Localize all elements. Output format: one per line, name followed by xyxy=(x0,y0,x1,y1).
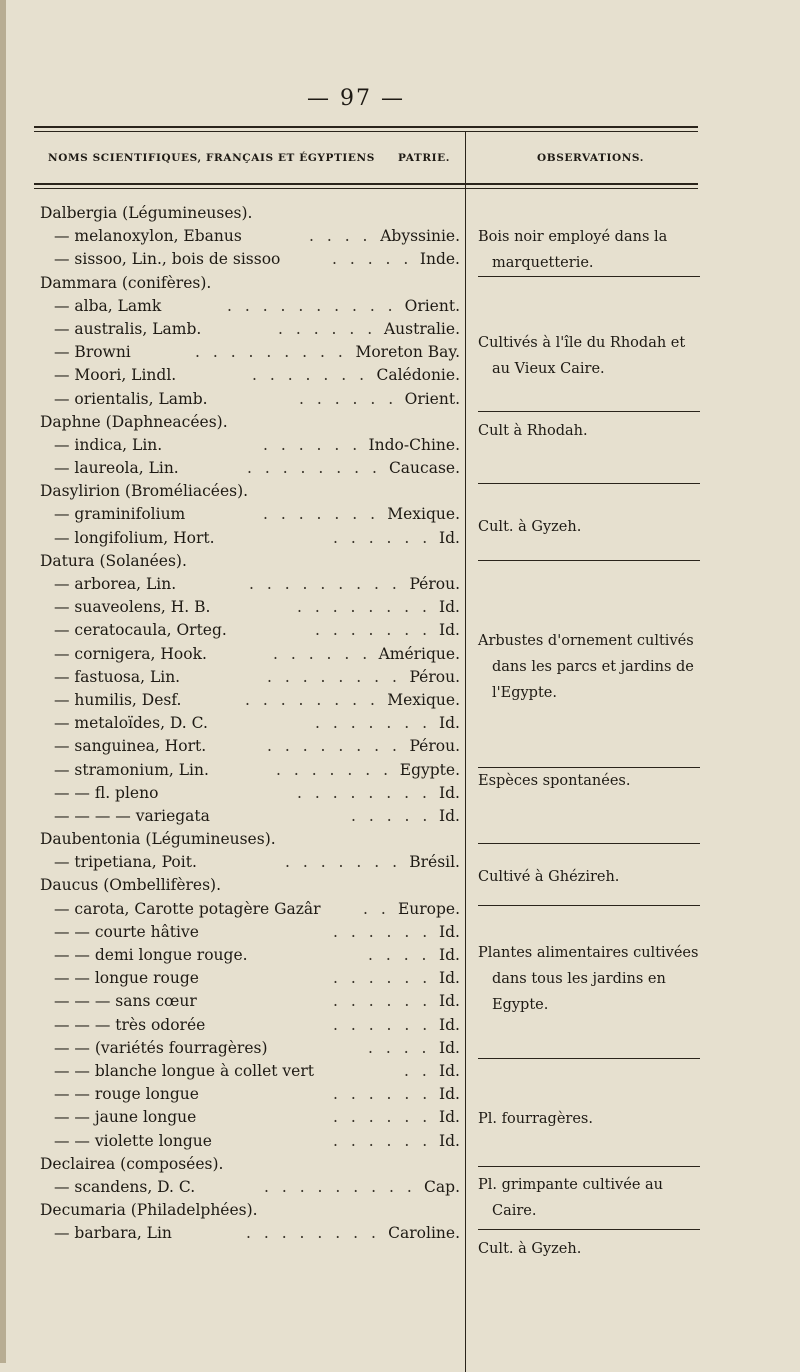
patrie-value: Id. xyxy=(439,992,460,1011)
species-name: — australis, Lamb. xyxy=(54,319,202,338)
species-row xyxy=(40,967,460,990)
species-row xyxy=(40,318,460,341)
patrie-value: Id. xyxy=(439,783,460,802)
species-row xyxy=(40,434,460,457)
column-divider xyxy=(465,132,466,1372)
species-row xyxy=(40,573,460,596)
species-row xyxy=(40,851,460,874)
genus-row xyxy=(40,550,460,573)
patrie-value: Indo-Chine. xyxy=(368,435,460,454)
species-name: — ceratocaula, Orteg. xyxy=(54,621,227,640)
observation-line: Cult à Rhodah. xyxy=(478,423,588,439)
patrie-value: Australie. xyxy=(383,319,460,338)
header-bottom-rule-thin xyxy=(34,188,698,189)
leader-dots: . . . . . . . . . xyxy=(195,343,347,362)
genus-name: Dalbergia (Légumineuses). xyxy=(40,204,253,222)
species-name: — — — — variegata xyxy=(54,806,210,825)
species-name: — laureola, Lin. xyxy=(54,459,179,478)
page-number: — 97 — xyxy=(307,86,405,111)
species-row xyxy=(40,503,460,526)
patrie-value: Caucase. xyxy=(388,459,460,478)
species-name: — fastuosa, Lin. xyxy=(54,667,181,686)
observation-line: l'Egypte. xyxy=(492,685,557,701)
leader-dots: . . . . . . xyxy=(333,1108,432,1127)
species-row xyxy=(40,782,460,805)
species-row xyxy=(40,759,460,782)
species-row xyxy=(40,712,460,735)
species-name: — — demi longue rouge. xyxy=(54,946,248,964)
header-bottom-rule xyxy=(34,183,698,185)
leader-dots: . . . . . . xyxy=(333,528,432,547)
species-name: — scandens, D. C. xyxy=(54,1177,196,1196)
observation-note xyxy=(478,330,700,382)
species-name: — graminifolium xyxy=(54,505,186,524)
leader-dots: . . . . . . . . xyxy=(267,737,401,756)
leader-dots: . . . . . . xyxy=(333,1131,432,1150)
observation-separator xyxy=(478,276,700,277)
species-row xyxy=(40,248,460,271)
patrie-value: Id. xyxy=(439,922,460,941)
patrie-value: Id. xyxy=(439,1085,460,1104)
species-row xyxy=(40,689,460,712)
species-name: — sissoo, Lin., bois de sissoo xyxy=(54,250,281,269)
patrie-value: Id. xyxy=(439,714,460,733)
genus-name: Declairea (composées). xyxy=(40,1154,224,1173)
observation-line: Espèces spontanées. xyxy=(478,773,631,789)
patrie-value: Mexique. xyxy=(387,505,460,524)
observation-separator xyxy=(478,560,700,561)
leader-dots: . . . . . . . . xyxy=(267,667,401,686)
leader-dots: . . . . . . . . xyxy=(246,1224,380,1243)
species-name: — humilis, Desf. xyxy=(54,690,182,709)
genus-row xyxy=(40,411,460,434)
species-name: — — rouge longue xyxy=(54,1085,199,1104)
species-row xyxy=(40,898,460,921)
observation-note xyxy=(478,628,700,706)
species-row xyxy=(40,666,460,689)
leader-dots: . . . . . . . xyxy=(276,760,393,779)
patrie-value: Egypte. xyxy=(399,760,460,779)
genus-row xyxy=(40,480,460,503)
observation-line: Cultivés à l'île du Rhodah et xyxy=(478,335,686,351)
observation-line: Arbustes d'ornement cultivés xyxy=(478,633,694,649)
species-name: — — violette longue xyxy=(54,1131,212,1150)
leader-dots: . . . . . . . xyxy=(315,621,432,640)
leader-dots: . . . . . . xyxy=(333,1085,432,1104)
patrie-value: Orient. xyxy=(404,389,460,408)
observation-separator xyxy=(478,411,700,412)
species-row xyxy=(40,1106,460,1129)
species-name: — barbara, Lin xyxy=(54,1224,172,1243)
leader-dots: . . . . . . xyxy=(278,319,377,338)
patrie-value: Abyssinie. xyxy=(380,227,460,246)
genus-row xyxy=(40,202,460,225)
species-name: — — jaune longue xyxy=(54,1108,197,1127)
entries-column xyxy=(40,202,460,1245)
species-row xyxy=(40,1130,460,1153)
patrie-value: Mexique. xyxy=(387,690,460,709)
observation-line: Bois noir employé dans la xyxy=(478,229,668,245)
leader-dots: . . xyxy=(363,899,390,918)
species-name: — indica, Lin. xyxy=(54,435,163,454)
species-row xyxy=(40,619,460,642)
observation-line: Pl. grimpante cultivée au xyxy=(478,1177,664,1193)
patrie-value: Orient. xyxy=(404,296,460,315)
genus-row xyxy=(40,272,460,295)
patrie-value: Id. xyxy=(439,1061,460,1080)
observation-note xyxy=(478,940,700,1018)
observation-separator xyxy=(478,1166,700,1167)
genus-row xyxy=(40,1153,460,1176)
leader-dots: . . . . . . . . xyxy=(247,459,381,478)
patrie-value: Id. xyxy=(439,946,460,964)
patrie-value: Id. xyxy=(439,598,460,617)
species-name: — — (variétés fourragères) xyxy=(54,1038,268,1057)
species-name: — Moori, Lindl. xyxy=(54,366,177,385)
species-name: — metaloïdes, D. C. xyxy=(54,714,208,733)
patrie-value: Id. xyxy=(439,1108,460,1127)
species-row xyxy=(40,1176,460,1199)
leader-dots: . . . . . . xyxy=(273,644,372,663)
observation-line: Cult. à Gyzeh. xyxy=(478,519,582,535)
genus-row xyxy=(40,1199,460,1222)
leader-dots: . . . . . . . xyxy=(285,853,402,872)
header-top-rule-thin xyxy=(34,131,698,132)
observation-separator xyxy=(478,905,700,906)
leader-dots: . . . . . . . xyxy=(315,714,432,733)
species-row xyxy=(40,364,460,387)
observation-line: dans les parcs et jardins de xyxy=(492,659,694,675)
species-name: — arborea, Lin. xyxy=(54,575,177,593)
leader-dots: . . . . . . xyxy=(333,969,432,988)
species-row xyxy=(40,735,460,758)
patrie-value: Inde. xyxy=(419,250,460,269)
observation-separator xyxy=(478,1058,700,1059)
page-binding-edge xyxy=(0,0,6,1363)
patrie-value: Id. xyxy=(439,621,460,640)
species-row xyxy=(40,527,460,550)
observation-note xyxy=(478,514,700,540)
genus-name: Daubentonia (Légumineuses). xyxy=(40,830,276,849)
genus-name: Dammara (conifères). xyxy=(40,273,212,292)
species-row xyxy=(40,643,460,666)
header-top-rule xyxy=(34,126,698,128)
species-row xyxy=(40,596,460,619)
species-name: — orientalis, Lamb. xyxy=(54,389,208,408)
species-row xyxy=(40,295,460,318)
species-name: — stramonium, Lin. xyxy=(54,760,209,779)
header-observations: OBSERVATIONS. xyxy=(537,152,644,164)
leader-dots: . . . . . . xyxy=(263,435,362,454)
patrie-value: Caroline. xyxy=(388,1224,460,1243)
patrie-value: Id. xyxy=(439,528,460,547)
header-patrie: PATRIE. xyxy=(398,152,451,164)
observation-note xyxy=(478,1106,700,1132)
observation-separator xyxy=(478,843,700,844)
leader-dots: . . . . . xyxy=(332,250,413,269)
observation-note xyxy=(478,418,700,444)
species-row xyxy=(40,990,460,1013)
patrie-value: Pérou. xyxy=(409,575,460,593)
patrie-value: Cap. xyxy=(424,1177,460,1196)
leader-dots: . . . . . . . xyxy=(252,366,369,385)
species-name: — — longue rouge xyxy=(54,969,199,988)
leader-dots: . . . . . . xyxy=(333,992,432,1011)
species-row xyxy=(40,805,460,828)
observation-separator xyxy=(478,483,700,484)
species-name: — — courte hâtive xyxy=(54,922,199,941)
patrie-value: Id. xyxy=(439,1015,460,1034)
patrie-value: Moreton Bay. xyxy=(355,343,460,362)
patrie-value: Id. xyxy=(439,806,460,825)
species-row xyxy=(40,1014,460,1037)
species-row xyxy=(40,1222,460,1245)
leader-dots: . . . . . . . . . xyxy=(249,575,401,593)
observation-separator xyxy=(478,1229,700,1230)
species-name: — — fl. pleno xyxy=(54,783,159,802)
species-name: — tripetiana, Poit. xyxy=(54,853,197,872)
species-row xyxy=(40,1060,460,1083)
genus-name: Decumaria (Philadelphées). xyxy=(40,1201,258,1220)
leader-dots: . . xyxy=(404,1061,431,1080)
leader-dots: . . . . . . . . . . xyxy=(227,296,397,315)
observation-line: Egypte. xyxy=(492,997,549,1013)
genus-name: Daphne (Daphneacées). xyxy=(40,412,228,431)
observation-note xyxy=(478,864,700,890)
patrie-value: Calédonie. xyxy=(376,366,460,385)
species-name: — longifolium, Hort. xyxy=(54,528,215,547)
observation-line: dans tous les jardins en xyxy=(492,971,666,987)
leader-dots: . . . . . . xyxy=(299,389,398,408)
observation-note xyxy=(478,768,700,794)
patrie-value: Id. xyxy=(439,1131,460,1150)
patrie-value: Id. xyxy=(439,969,460,988)
patrie-value: Brésil. xyxy=(409,853,460,872)
species-name: — sanguinea, Hort. xyxy=(54,737,207,756)
observation-note xyxy=(478,1236,700,1262)
observation-line: Cultivé à Ghézireh. xyxy=(478,869,620,885)
species-name: — Browni xyxy=(54,343,131,362)
leader-dots: . . . . . . . . xyxy=(297,598,431,617)
species-name: — cornigera, Hook. xyxy=(54,644,207,663)
leader-dots: . . . . . xyxy=(351,806,432,825)
leader-dots: . . . . . . xyxy=(333,922,432,941)
genus-name: Datura (Solanées). xyxy=(40,551,187,570)
observation-line: marquetterie. xyxy=(492,255,594,271)
observation-line: Caire. xyxy=(492,1203,537,1219)
species-row xyxy=(40,1037,460,1060)
genus-row xyxy=(40,828,460,851)
leader-dots: . . . . xyxy=(368,1038,431,1057)
observation-line: Pl. fourragères. xyxy=(478,1111,593,1127)
species-name: — alba, Lamk xyxy=(54,296,162,315)
genus-name: Daucus (Ombellifères). xyxy=(40,876,222,895)
observation-line: au Vieux Caire. xyxy=(492,361,605,377)
species-name: — — — très odorée xyxy=(54,1015,206,1034)
observation-line: Plantes alimentaires cultivées xyxy=(478,945,699,961)
species-name: — melanoxylon, Ebanus xyxy=(54,227,242,246)
leader-dots: . . . . xyxy=(309,227,372,246)
species-name: — carota, Carotte potagère Gazâr xyxy=(54,899,321,918)
species-row xyxy=(40,1083,460,1106)
leader-dots: . . . . . . xyxy=(333,1015,432,1034)
species-name: — — blanche longue à collet vert xyxy=(54,1061,314,1080)
observation-line: Cult. à Gyzeh. xyxy=(478,1241,582,1257)
genus-row xyxy=(40,874,460,897)
species-name: — — — sans cœur xyxy=(54,992,197,1011)
patrie-value: Pérou. xyxy=(409,737,460,756)
leader-dots: . . . . xyxy=(368,946,431,964)
patrie-value: Id. xyxy=(439,1038,460,1057)
species-row xyxy=(40,341,460,364)
genus-name: Dasylirion (Broméliacées). xyxy=(40,482,249,501)
leader-dots: . . . . . . . . xyxy=(245,690,379,709)
leader-dots: . . . . . . . . xyxy=(297,783,431,802)
patrie-value: Pérou. xyxy=(409,667,460,686)
species-row xyxy=(40,225,460,248)
leader-dots: . . . . . . . . . xyxy=(264,1177,416,1196)
species-row xyxy=(40,457,460,480)
species-name: — suaveolens, H. B. xyxy=(54,598,211,617)
observation-note xyxy=(478,1172,700,1224)
observation-note xyxy=(478,224,700,276)
species-row xyxy=(40,944,460,967)
patrie-value: Amérique. xyxy=(378,644,460,663)
patrie-value: Europe. xyxy=(397,899,460,918)
header-names: NOMS SCIENTIFIQUES, FRANÇAIS ET ÉGYPTIENS xyxy=(48,152,375,164)
species-row xyxy=(40,388,460,411)
species-row xyxy=(40,921,460,944)
leader-dots: . . . . . . . xyxy=(263,505,380,524)
